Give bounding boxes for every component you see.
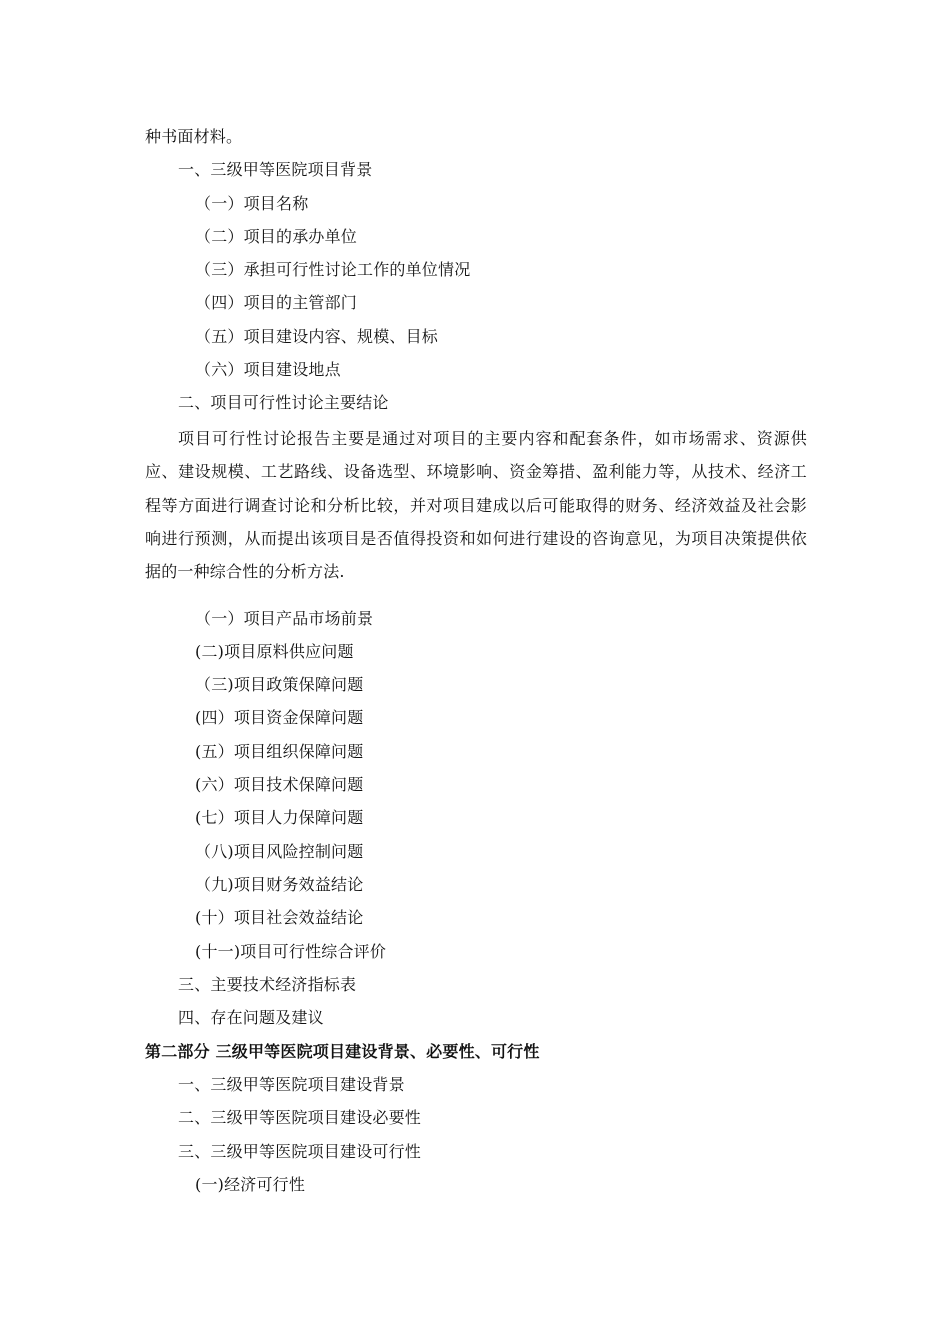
list-item-evaluation: (十一)项目可行性综合评价 — [195, 942, 387, 961]
list-item-funding: (四）项目资金保障问题 — [195, 708, 364, 727]
list-item-content-scale: （五）项目建设内容、规模、目标 — [195, 327, 439, 346]
part-two-subitem-economic: (一)经济可行性 — [195, 1175, 306, 1194]
list-item-market: （一）项目产品市场前景 — [195, 609, 374, 628]
part-two-item-background: 一、三级甲等医院项目建设背景 — [178, 1075, 405, 1094]
part-two-heading: 第二部分 三级甲等医院项目建设背景、必要性、可行性 — [145, 1042, 540, 1061]
section-heading-conclusion: 二、项目可行性讨论主要结论 — [178, 393, 389, 412]
part-two-item-necessity: 二、三级甲等医院项目建设必要性 — [178, 1108, 422, 1127]
list-item-location: （六）项目建设地点 — [195, 360, 341, 379]
list-item-technology: (六）项目技术保障问题 — [195, 775, 364, 794]
list-item-social: (十）项目社会效益结论 — [195, 908, 364, 927]
list-item-materials: (二)项目原料供应问题 — [195, 642, 354, 661]
list-item-host-unit: （二）项目的承办单位 — [195, 227, 358, 246]
list-item-financial: （九)项目财务效益结论 — [195, 875, 364, 894]
section-heading-issues: 四、存在问题及建议 — [178, 1008, 324, 1027]
list-item-research-unit: （三）承担可行性讨论工作的单位情况 — [195, 260, 471, 279]
list-item-project-name: （一）项目名称 — [195, 194, 309, 213]
part-two-item-feasibility: 三、三级甲等医院项目建设可行性 — [178, 1142, 422, 1161]
section-heading-indicators: 三、主要技术经济指标表 — [178, 975, 357, 994]
list-item-organization: (五）项目组织保障问题 — [195, 742, 364, 761]
list-item-manpower: (七）项目人力保障问题 — [195, 808, 364, 827]
section-heading-background: 一、三级甲等医院项目背景 — [178, 160, 373, 179]
list-item-policy: （三)项目政策保障问题 — [195, 675, 364, 694]
list-item-authority: （四）项目的主管部门 — [195, 293, 358, 312]
list-item-risk: （八)项目风险控制问题 — [195, 842, 364, 861]
lead-line: 种书面材料。 — [145, 127, 243, 146]
conclusion-paragraph: 项目可行性讨论报告主要是通过对项目的主要内容和配套条件，如市场需求、资源供应、建设规模、工艺路线、设备选型、环境影响、资金筹措、盈利能力等，从技术、经济工程等方面进行调查讨论和分析比较，并对项目建成以后可能取得的财务、经济效益及社会影响进行预测，从而提出该项目是否值得投资和如何进行建设的咨询意见，为项目决策提供依据的一种综合性的分析方法. — [145, 429, 807, 582]
